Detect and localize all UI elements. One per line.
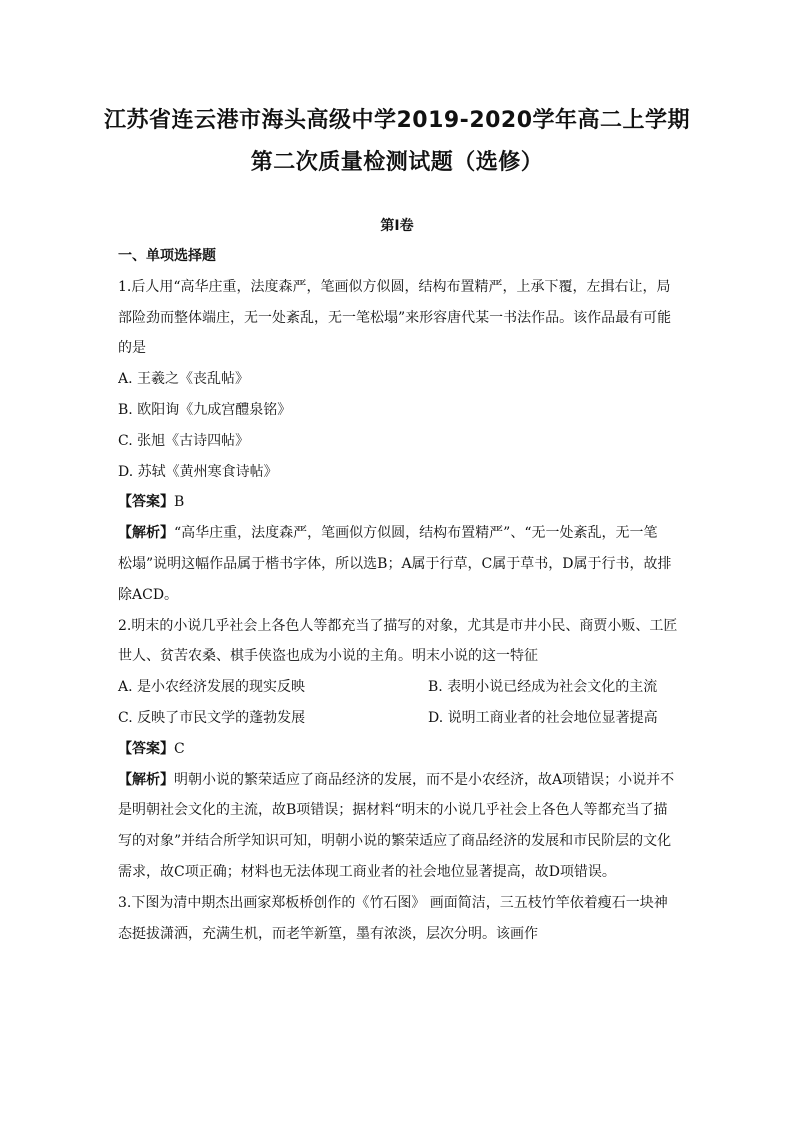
document-title-line-1: 江苏省连云港市海头高级中学2019-2020学年高二上学期 — [103, 108, 691, 133]
q1-option-c: C. 张旭《古诗四帖》 — [118, 432, 250, 449]
q2-option-d: D. 说明工商业者的社会地位显著提高 — [428, 709, 658, 726]
q1-option-d: D. 苏轼《黄州寒食诗帖》 — [118, 463, 278, 480]
section-heading: 一、单项选择题 — [118, 248, 216, 264]
q1-option-b: B. 欧阳询《九成宫醴泉铭》 — [118, 401, 292, 418]
answer-value: C — [174, 740, 185, 757]
answer-label: 【答案】 — [118, 740, 174, 757]
q2-answer — [118, 734, 678, 765]
document-title-line-2: 第二次质量检测试题（选修） — [250, 150, 544, 175]
analysis-label: 【解析】 — [118, 525, 174, 542]
q2-analysis-line: 需求，故C项正确；材料也无法体现工商业者的社会地位显著提高，故D项错误。 — [118, 863, 616, 880]
q2-analysis-line: 写的对象”并结合所学知识可知，明朝小说的繁荣适应了商品经济的发展和市民阶层的文化 — [118, 833, 672, 850]
q1-analysis-line: 松塌”说明这幅作品属于楷书字体，所以选B；A属于行草，C属于草书，D属于行书，故排 — [118, 555, 672, 572]
q1-analysis-line: 除ACD。 — [118, 586, 179, 603]
q2-stem-line: 2.明末的小说几乎社会上各色人等都充当了描写的对象，尤其是市井小民、商贾小贩、工匠 — [118, 617, 678, 634]
q1-analysis-line — [118, 518, 678, 549]
answer-label: 【答案】 — [118, 494, 174, 511]
q2-analysis-line — [118, 765, 678, 796]
q1-stem-line: 的是 — [118, 340, 146, 357]
q1-stem-line: 部险劲而整体端庄，无一处紊乱，无一笔松塌”来形容唐代某一书法作品。该作品最有可能 — [118, 309, 672, 326]
q2-options-row — [118, 672, 678, 703]
document-body — [118, 241, 678, 949]
q1-stem-line: 1.后人用“高华庄重，法度森严，笔画似方似圆，结构布置精严，上承下覆，左揖右让，局 — [118, 278, 671, 295]
analysis-text: 明朝小说的繁荣适应了商品经济的发展，而不是小农经济，故A项错误；小说并不 — [174, 771, 675, 788]
analysis-text: “高华庄重，法度森严，笔画似方似圆，结构布置精严”、“无一处紊乱，无一笔 — [174, 525, 658, 542]
q1-option-a: A. 王羲之《丧乱帖》 — [118, 371, 250, 388]
q2-option-b: B. 表明小说已经成为社会文化的主流 — [428, 679, 658, 696]
q2-analysis-line: 是明朝社会文化的主流，故B项错误；据材料“明末的小说几乎社会上各色人等都充当了描 — [118, 802, 668, 819]
q3-stem-line: 态挺拔潇洒，充满生机，而老竿新篁，墨有浓淡，层次分明。该画作 — [118, 925, 538, 942]
answer-value: B — [174, 494, 185, 511]
analysis-label: 【解析】 — [118, 771, 174, 788]
q1-answer — [118, 487, 678, 518]
q2-options-row — [118, 703, 678, 734]
q2-option-c: C. 反映了市民文学的蓬勃发展 — [118, 709, 306, 726]
q2-stem-line: 世人、贫苦农桑、棋手侠盗也成为小说的主角。明末小说的这一特征 — [118, 648, 538, 665]
q2-option-a: A. 是小农经济发展的现实反映 — [118, 679, 306, 696]
volume-heading: 第Ⅰ卷 — [380, 218, 414, 234]
q3-stem-line: 3.下图为清中期杰出画家郑板桥创作的《竹石图》 画面简洁，三五枝竹竿依着瘦石一块神 — [118, 894, 668, 911]
